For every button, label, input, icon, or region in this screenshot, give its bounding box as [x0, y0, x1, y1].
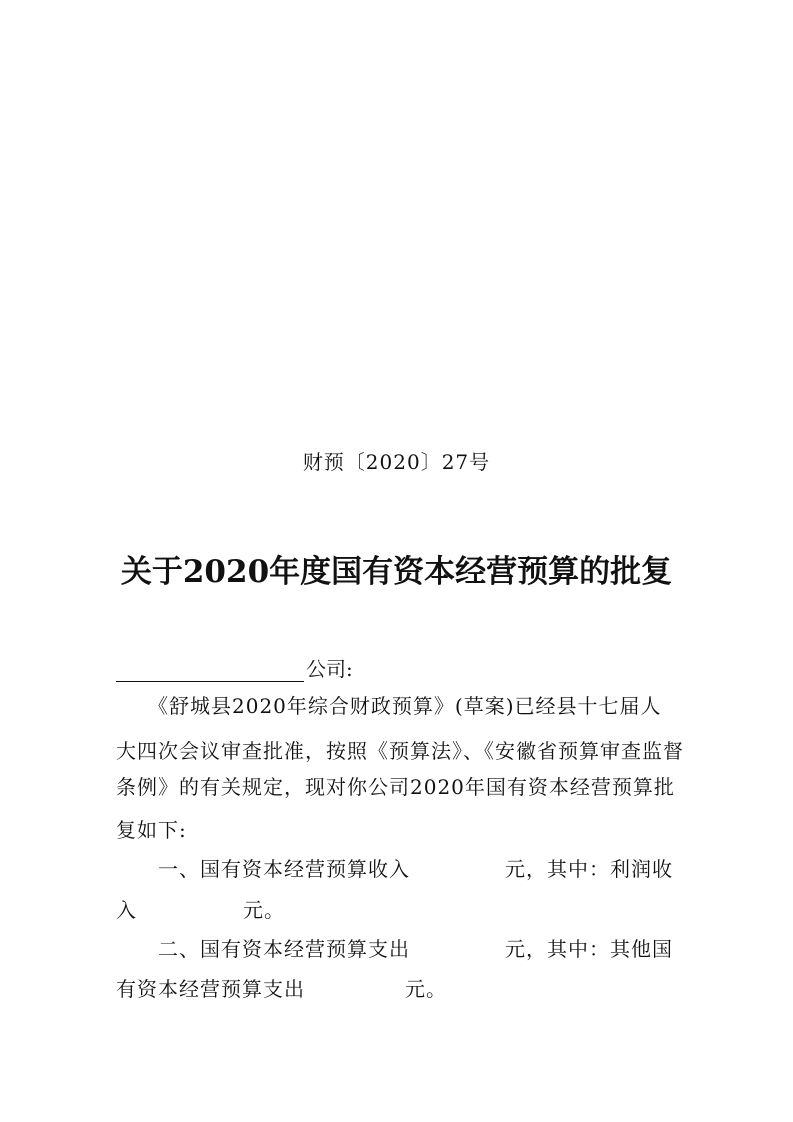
- item2-line2-label: 有资本经营预算支出: [116, 977, 305, 1001]
- item1-revenue-label: 一、国有资本经营预算收入: [158, 857, 410, 881]
- body-paragraph-line-3: 条例》的有关规定，现对你公司2020年国有资本经营预算批: [116, 775, 675, 799]
- body-paragraph-line-2: 大四次会议审查批准，按照《预算法》、《安徽省预算审查监督: [116, 739, 684, 763]
- item1-line2-label: 入: [116, 898, 137, 922]
- item2-line2-unit: 元。: [405, 977, 447, 1001]
- item2-expenditure-detail: 元，其中：其他国: [505, 937, 673, 961]
- item2-expenditure-label: 二、国有资本经营预算支出: [158, 937, 410, 961]
- document-title: 关于2020年度国有资本经营预算的批复: [120, 554, 673, 590]
- document-number: 财预〔2020〕27号: [302, 450, 491, 474]
- addressee-line: [116, 652, 353, 682]
- body-paragraph-line-1: 《舒城县2020年综合财政预算》(草案)已经县十七届人: [148, 694, 662, 718]
- addressee-suffix: 公司:: [306, 657, 353, 681]
- body-paragraph-line-4: 复如下:: [116, 818, 187, 842]
- item1-line2-unit: 元。: [243, 898, 285, 922]
- item1-revenue-detail: 元，其中：利润收: [505, 857, 673, 881]
- addressee-blank: [116, 655, 304, 682]
